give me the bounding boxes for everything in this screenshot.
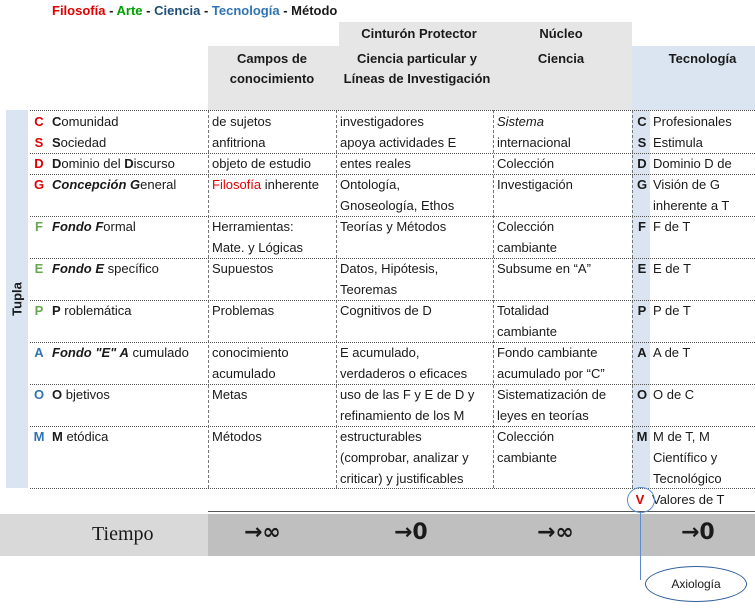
row-name-rest: specífico [104,261,159,276]
title-part: - [105,3,117,18]
row-name [52,132,106,153]
row-name-key: Fondo E [52,261,104,276]
row-name-rest: eneral [140,177,177,192]
tupla-label-strip [6,110,28,488]
tecnologia-cell: Estimula [653,135,703,150]
page-title [52,3,337,18]
footer-values-band [208,514,755,556]
row-letter: A [34,345,44,360]
cinturon-cell: (comprobar, analizar y [340,450,469,465]
tecnologia-letter: M [636,429,648,444]
cinturon-cell: uso de las F y E de D y [340,387,475,402]
row-name [52,153,175,174]
campos-cell: objeto de estudio [212,156,312,171]
title-part: Tecnología [211,3,280,18]
row-name-key: O [52,387,63,402]
cinturon-cell: Gnoseología, Ethos [340,198,455,213]
row-name [52,426,108,447]
row-name-key: P [52,303,61,318]
nucleo-cell: leyes en teorías [497,408,589,423]
tecnologia-cell: Tecnológico [653,471,722,486]
tecnologia-letter: S [637,135,647,150]
nucleo-cell: cambiante [497,324,557,339]
campos-cell: Metas [212,387,248,402]
row-letter: F [35,219,43,234]
cinturon-cell: Teoremas [340,282,398,297]
column-separator [632,110,633,488]
title-part: Arte [116,3,143,18]
axiologia-callout: Axiología [645,566,747,602]
cinturon-cell: entes reales [340,156,411,171]
campos-cell: Problemas [212,303,275,318]
tecnologia-cell: M de T, M [653,429,710,444]
campos-cell: Filosofía inherente [212,177,319,192]
row-name [52,174,176,195]
campos-cell: conocimiento [212,345,289,360]
title-part: - [200,3,212,18]
tecnologia-letter: A [637,345,647,360]
nucleo-cell: Fondo cambiante [497,345,598,360]
cinturon-cell: verdaderos o eficaces [340,366,468,381]
row-name-rest: roblemática [60,303,132,318]
tecnologia-cell: Dominio D de [653,156,732,171]
nucleo-cell: cambiante [497,450,557,465]
row-name-rest: bjetivos [62,387,110,402]
nucleo-cell: Sistema [497,114,544,129]
row-name-key: D [52,156,62,171]
tecnologia-cell: inherente a T [653,198,730,213]
footer-value-nucleo: →∞ [537,520,574,545]
nucleo-cell: Totalidad [497,303,550,318]
cinturon-cell: investigadores [340,114,424,129]
footer-tiempo-label: Tiempo [92,523,154,545]
valores-cell: Valores de T [652,492,725,507]
row-name-key: M [52,429,63,444]
row-name-key: Concepción G [52,177,141,192]
cinturon-cell: apoya actividades E [340,135,457,150]
campos-highlight: Filosofía [212,177,262,192]
tecnologia-letter: D [637,156,647,171]
cinturon-cell: Cognitivos de D [340,303,432,318]
row-letter: E [34,261,44,276]
tecnologia-letter: G [636,177,648,192]
row-letter: M [33,429,45,444]
header-tecnologia: Tecnología [668,51,737,66]
axiologia-connector [640,512,641,580]
row-name-key: S [52,135,61,150]
cinturon-cell: E acumulado, [340,345,420,360]
row-letter: D [34,156,44,171]
column-separator [208,110,209,488]
header-nucleo: Núcleo [539,26,583,41]
title-part: Ciencia [154,3,201,18]
row-name-key: Fondo "E" A [52,345,129,360]
header-cinturon: Cinturón Protector [361,26,477,41]
row-letter: P [34,303,44,318]
tecnologia-cell: O de C [653,387,695,402]
footer-value-tecnologia: →0 [681,520,715,545]
row-name-rest: ormal [103,219,136,234]
tecnologia-letter: C [637,114,647,129]
valores-highlight-circle [627,487,655,513]
header-ciencia-particular: Ciencia particular y Líneas de Investigación [343,51,491,86]
row-name-key: C [52,114,62,129]
tecnologia-cell: Profesionales [653,114,732,129]
tupla-label: Tupla [9,282,25,316]
campos-cell: Métodos [212,429,262,444]
nucleo-cell: Sistematización de [497,387,607,402]
tecnologia-letter: E [637,261,647,276]
row-name [52,111,119,132]
campos-cell: de sujetos [212,114,272,129]
title-part: Filosofía [52,3,106,18]
cinturon-cell: refinamiento de los M [340,408,465,423]
row-name [52,216,136,237]
row-name-rest: omunidad [61,114,119,129]
tecnologia-cell: Visión de G [653,177,720,192]
tecnologia-letter: F [638,219,646,234]
column-separator [493,110,494,488]
row-name-rest: ominio del [61,156,125,171]
tecnologia-letter: O [636,387,648,402]
column-separator [336,110,337,488]
title-part: - [279,3,292,18]
row-name-rest: iscurso [133,156,175,171]
row-letter: O [33,387,45,402]
row-letter: G [33,177,45,192]
nucleo-cell: Subsume en “A” [497,261,591,276]
row-name [52,300,131,321]
nucleo-cell: acumulado por “C” [497,366,605,381]
row-name [52,258,159,279]
row-name [52,384,110,405]
header-ciencia: Ciencia [537,51,585,66]
nucleo-cell: Colección [497,219,555,234]
row-name-rest: cumulado [128,345,189,360]
footer-rule [208,511,755,512]
tecnologia-letter: P [637,303,647,318]
row-name-rest: ociedad [60,135,107,150]
tecnologia-cell: A de T [653,345,691,360]
campos-cell: acumulado [212,366,276,381]
cinturon-cell: Datos, Hipótesis, [340,261,439,276]
row-name-key: Fondo F [52,219,104,234]
nucleo-cell: cambiante [497,240,557,255]
cinturon-cell: Ontología, [340,177,400,192]
nucleo-cell: internacional [497,135,571,150]
row-name-key: D [124,156,134,171]
nucleo-cell: Investigación [497,177,573,192]
tecnologia-cell: P de T [653,303,691,318]
tecnologia-cell: E de T [653,261,692,276]
footer-value-cinturon: →0 [394,520,428,545]
row-letter: C [34,114,44,129]
row-name-rest: etódica [62,429,109,444]
cinturon-cell: estructurables [340,429,422,444]
campos-cell: Mate. y Lógicas [212,240,304,255]
title-part: Método [291,3,338,18]
row-name [52,342,189,363]
row-letter: S [34,135,44,150]
nucleo-cell: Colección [497,429,555,444]
campos-cell: Herramientas: [212,219,294,234]
title-part: - [142,3,155,18]
tecnologia-cell: F de T [653,219,691,234]
header-campos: Campos de conocimiento [229,51,315,86]
tecnologia-cell: Científico y [653,450,718,465]
valores-letter: V [635,492,645,507]
campos-cell: Supuestos [212,261,274,276]
cinturon-cell: criticar) y justificables [340,471,464,486]
nucleo-cell: Colección [497,156,555,171]
campos-cell: anfitriona [212,135,266,150]
footer-value-campos: →∞ [244,520,281,545]
cinturon-cell: Teorías y Métodos [340,219,447,234]
